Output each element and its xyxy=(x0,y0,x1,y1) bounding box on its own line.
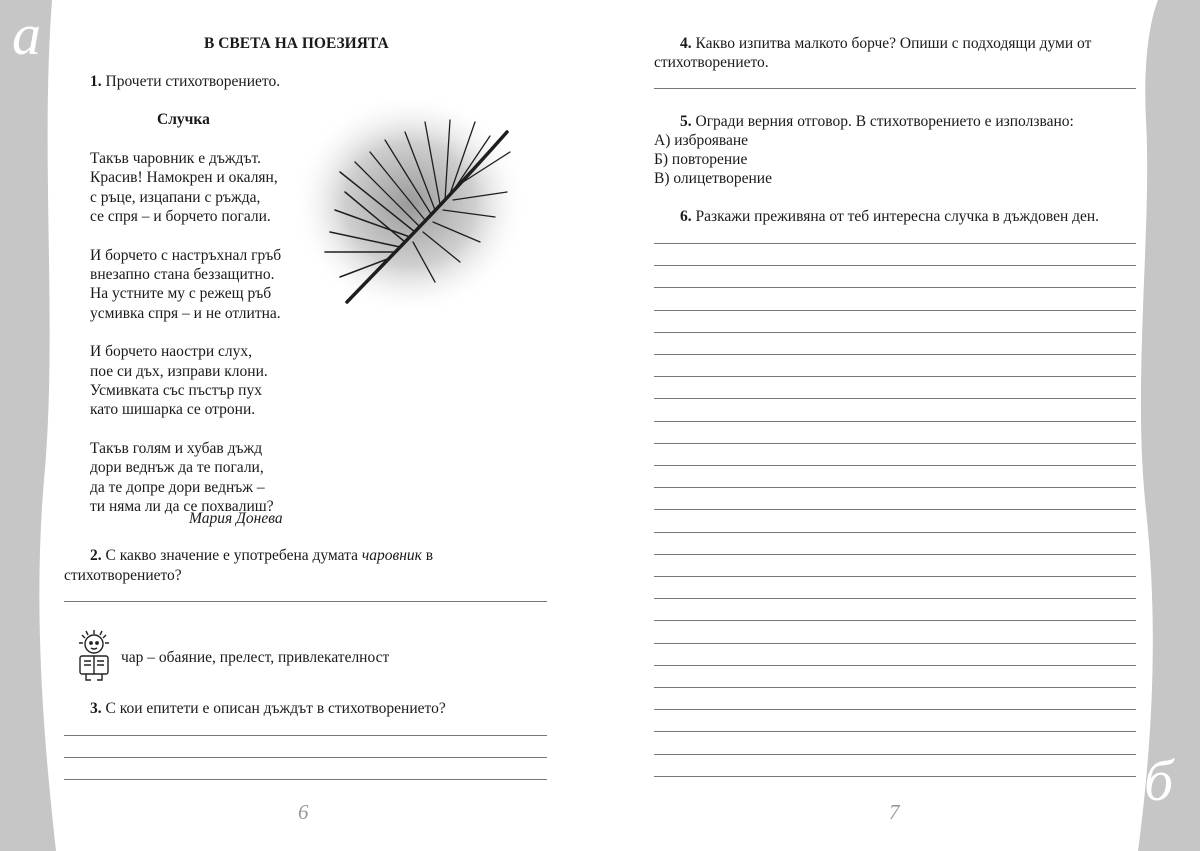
task-4-number: 4. xyxy=(680,35,692,52)
answer-line[interactable] xyxy=(654,731,1136,732)
task-2-line2: стихотворението? xyxy=(64,567,182,584)
task-6-text: Разкажи преживяна от теб интересна случка в дъждовен ден. xyxy=(695,208,1100,225)
page-heading: В СВЕТА НА ПОЕЗИЯТА xyxy=(204,35,389,52)
poem-line: като шишарка се отрони. xyxy=(90,401,256,419)
vocabulary-note: чар – обаяние, прелест, привлекателност xyxy=(121,649,390,666)
page-number-right: 7 xyxy=(889,800,900,824)
answer-line[interactable] xyxy=(654,509,1136,510)
answer-line[interactable] xyxy=(654,243,1136,244)
answer-line[interactable] xyxy=(654,88,1136,89)
task-2-number: 2. xyxy=(90,547,102,564)
poem-line: с ръце, изцапани с ръжда, xyxy=(90,188,261,206)
right-margin-wave xyxy=(1138,0,1200,851)
answer-line[interactable] xyxy=(654,354,1136,355)
answer-line[interactable] xyxy=(64,735,547,736)
poem-line: Такъв голям и хубав дъжд xyxy=(90,439,263,457)
corner-letter-left: а xyxy=(12,2,41,67)
poem-stanza-1 xyxy=(90,149,281,227)
task-4 xyxy=(680,34,1091,53)
task-1-number: 1. xyxy=(90,73,102,90)
poem-stanza-3 xyxy=(90,342,281,420)
task-2-keyword: чаровник xyxy=(361,547,422,564)
answer-line[interactable] xyxy=(654,576,1136,577)
left-margin-wave xyxy=(0,0,56,851)
answer-line[interactable] xyxy=(64,779,547,780)
task-2 xyxy=(90,546,433,565)
poem-line: Усмивката със пъстър пух xyxy=(90,382,262,400)
task-5-number: 5. xyxy=(680,113,692,130)
task-5 xyxy=(680,112,1074,131)
poem-line: усмивка спря – и не отлитна. xyxy=(90,304,281,322)
answer-line[interactable] xyxy=(654,620,1136,621)
poem-line: Такъв чаровник е дъждът. xyxy=(90,150,261,167)
task-3 xyxy=(90,699,446,718)
task-6 xyxy=(680,207,1099,226)
poem-line: И борчето с настръхнал гръб xyxy=(90,246,282,264)
answer-line[interactable] xyxy=(654,443,1136,444)
reading-child-icon xyxy=(72,628,116,684)
poem-stanza-2 xyxy=(90,246,281,324)
answer-line[interactable] xyxy=(654,554,1136,555)
answer-line[interactable] xyxy=(654,709,1136,710)
answer-line[interactable] xyxy=(654,376,1136,377)
answer-line[interactable] xyxy=(654,598,1136,599)
poem-stanza-4 xyxy=(90,439,281,517)
answer-line[interactable] xyxy=(654,465,1136,466)
pine-branch-illustration xyxy=(285,92,530,322)
task-4-text: Какво изпитва малкото борче? Опиши с подходящи думи от xyxy=(695,35,1092,52)
poem-line: пое си дъх, изправи клони. xyxy=(90,362,268,380)
corner-letter-right: б xyxy=(1144,748,1174,813)
poem-line: се спря – и борчето погали. xyxy=(90,208,271,226)
answer-line[interactable] xyxy=(654,643,1136,644)
answer-line[interactable] xyxy=(654,487,1136,488)
task-1-text: Прочети стихотворението. xyxy=(105,73,281,90)
answer-line[interactable] xyxy=(64,757,547,758)
answer-line[interactable] xyxy=(654,287,1136,288)
answer-line[interactable] xyxy=(654,776,1136,777)
task-3-number: 3. xyxy=(90,700,102,717)
poem-line: И борчето наостри слух, xyxy=(90,343,253,361)
answer-line[interactable] xyxy=(64,601,547,602)
answer-line[interactable] xyxy=(654,687,1136,688)
task-3-text: С кои епитети е описан дъждът в стихотворението? xyxy=(105,700,446,717)
poem-line: да те допре дори веднъж – xyxy=(90,478,265,496)
answer-line[interactable] xyxy=(654,665,1136,666)
answer-line[interactable] xyxy=(654,754,1136,755)
task-5-option-c[interactable]: В) олицетворение xyxy=(654,170,772,187)
task-6-number: 6. xyxy=(680,208,692,225)
task-5-option-a[interactable]: А) изброяване xyxy=(654,132,749,149)
poem-line: внезапно стана беззащитно. xyxy=(90,266,275,284)
poem-author: Мария Донева xyxy=(189,510,283,527)
answer-line[interactable] xyxy=(654,265,1136,266)
answer-line[interactable] xyxy=(654,310,1136,311)
poem-line: ти няма ли да се похвалиш? xyxy=(90,498,274,516)
task-5-text: Огради верния отговор. В стихотворението е използвано: xyxy=(695,113,1074,130)
task-5-option-b[interactable]: Б) повторение xyxy=(654,151,748,168)
poem-line: На устните му с режещ ръб xyxy=(90,285,272,303)
poem-line: Красив! Намокрен и окалян, xyxy=(90,169,278,187)
page-number-left: 6 xyxy=(298,800,309,824)
answer-line[interactable] xyxy=(654,421,1136,422)
poem-body xyxy=(90,149,281,517)
answer-line[interactable] xyxy=(654,398,1136,399)
answer-line[interactable] xyxy=(654,332,1136,333)
task-1 xyxy=(90,72,280,91)
task-2-text: С какво значение е употребена думата xyxy=(105,547,362,564)
answer-line[interactable] xyxy=(654,532,1136,533)
poem-title: Случка xyxy=(157,111,210,128)
task-2-text-end: в xyxy=(421,547,434,564)
poem-line: дори веднъж да те погали, xyxy=(90,459,264,477)
task-4-line2: стихотворението. xyxy=(654,54,769,71)
